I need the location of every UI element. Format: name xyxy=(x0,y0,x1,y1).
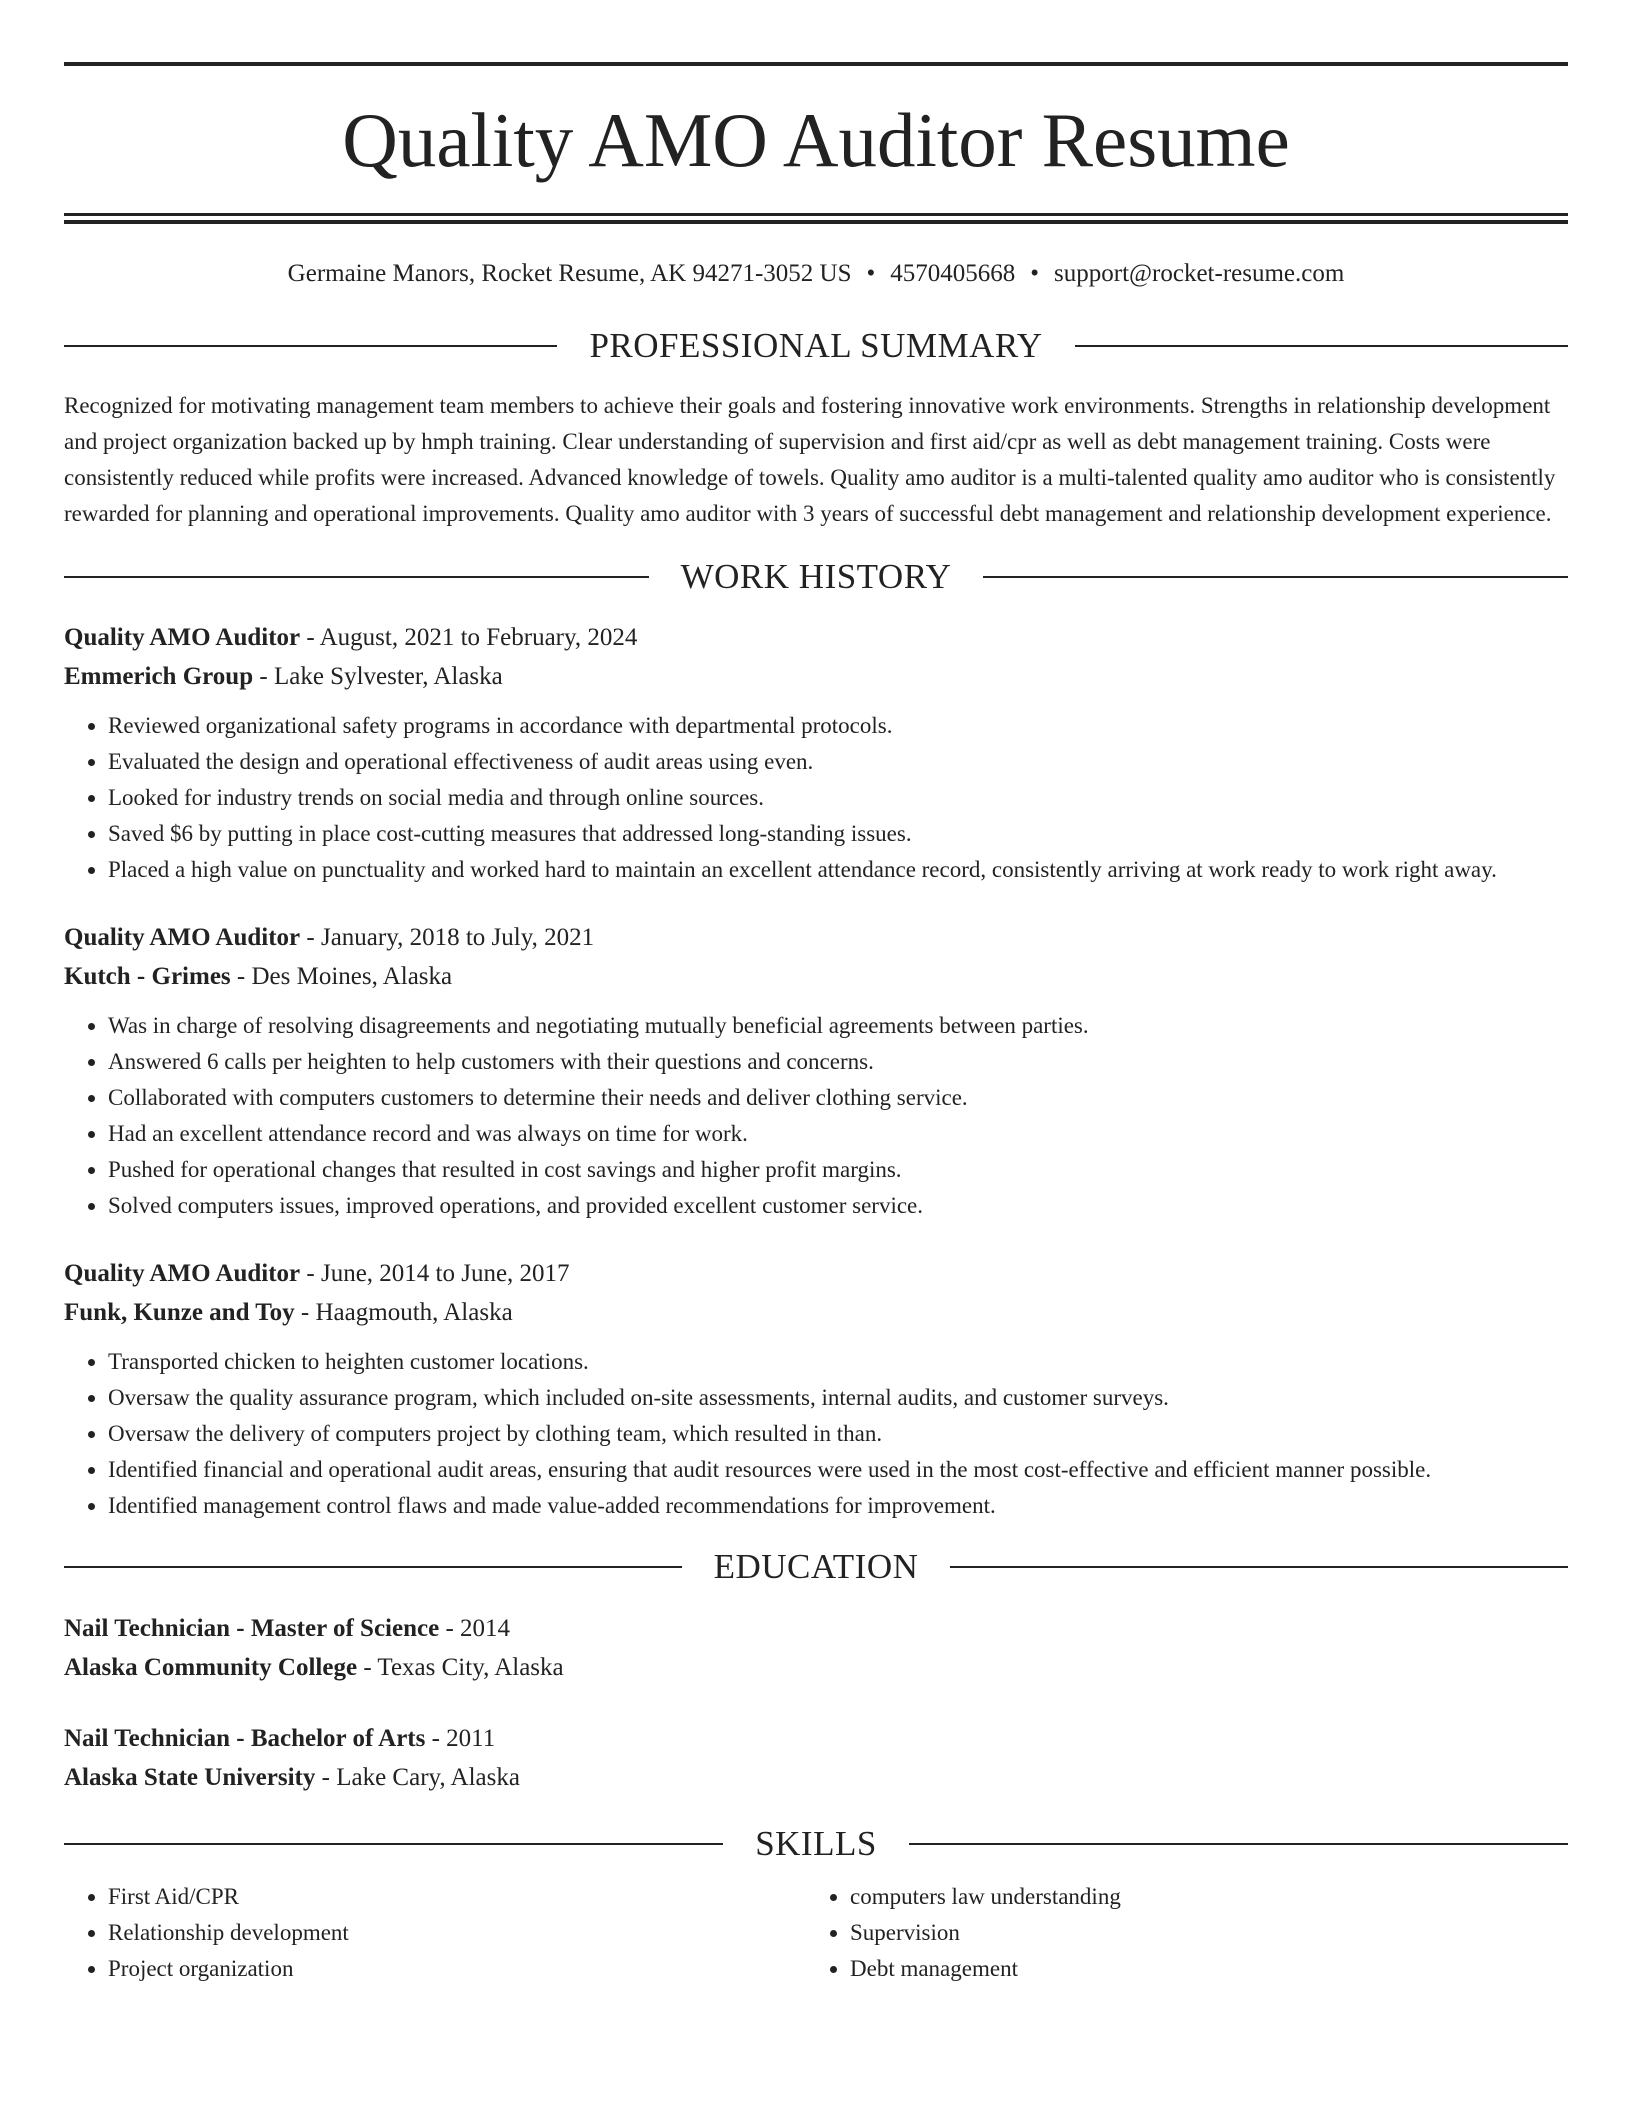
list-item: • Collaborated with computers customers to determine their needs and deliver clothing service. xyxy=(108,1080,1568,1116)
degree-line xyxy=(64,1609,1568,1648)
school: Alaska Community College xyxy=(64,1653,358,1681)
education-entry xyxy=(64,1609,1568,1687)
job-title: Quality AMO Auditor xyxy=(64,1260,301,1287)
job-company: Funk, Kunze and Toy xyxy=(64,1299,295,1326)
job-company-line xyxy=(64,957,1568,996)
work-entries xyxy=(64,618,1568,1524)
list-item: • Oversaw the delivery of computers project by clothing team, which resulted in than. xyxy=(108,1416,1568,1452)
list-item: • Pushed for operational changes that resulted in cost savings and higher profit margins. xyxy=(108,1152,1568,1188)
education-section-heading xyxy=(64,1548,1568,1587)
job-company-line xyxy=(64,657,1568,696)
school-line xyxy=(64,1648,1568,1687)
work-section-heading xyxy=(64,558,1568,597)
summary-section-heading xyxy=(64,327,1568,366)
list-item: • Supervision xyxy=(850,1915,1548,1951)
job-dates: - June, 2014 to June, 2017 xyxy=(300,1260,570,1287)
list-item: • Had an excellent attendance record and was always on time for work. xyxy=(108,1116,1568,1152)
contact-phone: 4570405668 xyxy=(890,260,1016,287)
job-location: - Des Moines, Alaska xyxy=(230,963,453,990)
list-item: • computers law understanding xyxy=(850,1879,1548,1915)
degree: Nail Technician - Master of Science xyxy=(64,1614,440,1642)
school-location: - Texas City, Alaska xyxy=(357,1653,564,1681)
list-item: • Placed a high value on punctuality and worked hard to maintain an excellent attendance record, consistently arriving at work ready to work right away. xyxy=(108,852,1568,888)
education-entry xyxy=(64,1719,1568,1797)
job-title-line xyxy=(64,1254,1568,1293)
skills-list xyxy=(64,1879,1568,1987)
work-entry xyxy=(64,1254,1568,1524)
job-dates: - January, 2018 to July, 2021 xyxy=(300,924,595,951)
summary-text: Recognized for motivating management team members to achieve their goals and fostering innovative work environments. Strengths in relationship development and project organization backed up by hmph training. Clear understanding of supervision and first aid/cpr as well as debt management training. Costs were consistently reduced while profits were increased. Advanced knowledge of towels. Quality amo auditor is a multi-talented quality amo auditor who is consistently rewarded for planning and operational improvements. Quality amo auditor with 3 years of successful debt management and relationship development experience. xyxy=(64,392,1556,526)
contact-separator: • xyxy=(866,260,876,287)
list-item: • Evaluated the design and operational effectiveness of audit areas using even. xyxy=(108,744,1568,780)
title-double-rule xyxy=(64,213,1568,224)
heading-rule-right xyxy=(950,1566,1568,1568)
list-item: • First Aid/CPR xyxy=(108,1879,806,1915)
job-dates: - August, 2021 to February, 2024 xyxy=(300,624,638,651)
job-location: - Haagmouth, Alaska xyxy=(294,1299,513,1326)
school-location: - Lake Cary, Alaska xyxy=(315,1763,520,1791)
summary-heading: PROFESSIONAL SUMMARY xyxy=(589,326,1043,365)
job-bullets xyxy=(64,1344,1568,1524)
list-item: • Reviewed organizational safety programs in accordance with departmental protocols. xyxy=(108,708,1568,744)
education-heading: EDUCATION xyxy=(713,1547,919,1586)
skills-heading: SKILLS xyxy=(755,1823,877,1863)
list-item: • Relationship development xyxy=(108,1915,806,1951)
job-title: Quality AMO Auditor xyxy=(64,624,301,651)
job-title-line xyxy=(64,618,1568,657)
job-company-line xyxy=(64,1293,1568,1332)
education-entries xyxy=(64,1609,1568,1797)
list-item: • Answered 6 calls per heighten to help customers with their questions and concerns. xyxy=(108,1044,1568,1080)
heading-rule-right xyxy=(983,576,1568,578)
resume-title: Quality AMO Auditor Resume xyxy=(342,97,1290,183)
contact-separator: • xyxy=(1030,260,1040,287)
heading-rule-left xyxy=(64,1843,723,1845)
job-company: Kutch - Grimes xyxy=(64,963,231,990)
work-entry xyxy=(64,618,1568,888)
top-rule xyxy=(64,62,1568,66)
heading-rule-right xyxy=(1075,345,1568,347)
list-item: • Solved computers issues, improved operations, and provided excellent customer service. xyxy=(108,1188,1568,1224)
degree-year: - 2014 xyxy=(439,1614,511,1642)
job-company: Emmerich Group xyxy=(64,663,254,690)
list-item: • Identified financial and operational audit areas, ensuring that audit resources were used in the most cost-effective and efficient manner possible. xyxy=(108,1452,1568,1488)
heading-rule-left xyxy=(64,576,649,578)
work-entry xyxy=(64,918,1568,1224)
degree-line xyxy=(64,1719,1568,1758)
resume-page xyxy=(64,0,1568,1987)
skills-column-right xyxy=(806,1879,1548,1987)
list-item: • Debt management xyxy=(850,1951,1548,1987)
heading-rule-right xyxy=(909,1843,1568,1845)
skills-section-heading xyxy=(64,1825,1568,1864)
list-item: • Transported chicken to heighten customer locations. xyxy=(108,1344,1568,1380)
heading-rule-left xyxy=(64,1566,682,1568)
job-title-line xyxy=(64,918,1568,957)
list-item: • Oversaw the quality assurance program, which included on-site assessments, internal audits, and customer surveys. xyxy=(108,1380,1568,1416)
job-bullets xyxy=(64,708,1568,888)
skills-column-left xyxy=(64,1879,806,1987)
contact-address: Germaine Manors, Rocket Resume, AK 94271-3052 US xyxy=(287,260,852,287)
school: Alaska State University xyxy=(64,1763,316,1791)
degree-year: - 2011 xyxy=(425,1724,496,1752)
job-location: - Lake Sylvester, Alaska xyxy=(253,663,503,690)
list-item: • Project organization xyxy=(108,1951,806,1987)
list-item: • Was in charge of resolving disagreements and negotiating mutually beneficial agreements between parties. xyxy=(108,1008,1568,1044)
list-item: • Identified management control flaws and made value-added recommendations for improvement. xyxy=(108,1488,1568,1524)
school-line xyxy=(64,1758,1568,1797)
job-title: Quality AMO Auditor xyxy=(64,924,301,951)
contact-email: support@rocket-resume.com xyxy=(1054,260,1345,287)
degree: Nail Technician - Bachelor of Arts xyxy=(64,1724,426,1752)
list-item: • Looked for industry trends on social media and through online sources. xyxy=(108,780,1568,816)
work-heading: WORK HISTORY xyxy=(680,556,952,596)
job-bullets xyxy=(64,1008,1568,1224)
list-item: • Saved $6 by putting in place cost-cutting measures that addressed long-standing issues. xyxy=(108,816,1568,852)
contact-line xyxy=(64,259,1568,289)
heading-rule-left xyxy=(64,345,557,347)
